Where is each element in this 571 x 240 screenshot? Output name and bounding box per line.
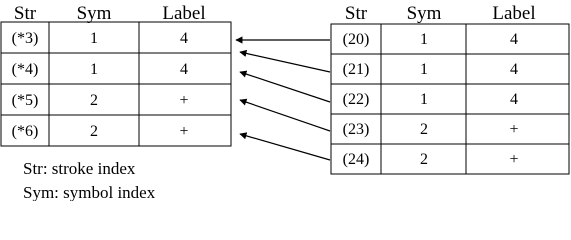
left-row-4-label: + — [179, 123, 189, 140]
mapping-arrows — [236, 40, 330, 160]
left-header-str: Str — [13, 3, 37, 24]
right-header-label: Label — [492, 3, 536, 24]
right-row-1-label: 4 — [510, 31, 518, 48]
left-row-2-label: 4 — [180, 61, 188, 78]
right-row-3-sym: 1 — [420, 91, 428, 108]
left-table — [1, 3, 231, 146]
left-row-4-str: (*6) — [11, 123, 39, 140]
right-row-3-label: 4 — [510, 91, 518, 108]
arrow-22-to-5 — [240, 72, 330, 102]
left-row-1-str: (*3) — [11, 30, 39, 47]
right-table — [331, 3, 569, 174]
left-row-4-sym: 2 — [90, 123, 98, 140]
table-row — [343, 61, 518, 78]
right-row-2-label: 4 — [510, 61, 518, 78]
right-header-sym: Sym — [406, 3, 442, 24]
table-row — [12, 123, 189, 140]
right-row-2-str: (21) — [342, 61, 370, 78]
right-row-1-sym: 1 — [420, 31, 428, 48]
legend-stroke-index: Str: stroke index — [23, 159, 136, 178]
right-header-str: Str — [344, 3, 368, 24]
left-row-1-label: 4 — [180, 30, 188, 47]
table-row — [343, 151, 519, 168]
table-row — [343, 91, 518, 108]
right-row-2-sym: 1 — [420, 61, 428, 78]
right-row-3-str: (22) — [342, 91, 370, 108]
table-row — [343, 121, 519, 138]
right-row-4-sym: 2 — [420, 121, 428, 138]
left-row-1-sym: 1 — [90, 30, 98, 47]
table-row — [12, 30, 188, 47]
legend — [23, 159, 156, 201]
right-row-4-label: + — [509, 121, 519, 138]
arrow-24-to-6 — [240, 134, 330, 160]
left-table-header — [14, 3, 206, 24]
left-row-3-sym: 2 — [90, 92, 98, 109]
right-row-5-label: + — [509, 151, 519, 168]
left-header-label: Label — [162, 3, 206, 24]
right-row-5-sym: 2 — [420, 151, 428, 168]
left-row-3-str: (*5) — [11, 92, 39, 109]
left-row-2-str: (*4) — [11, 61, 39, 78]
left-row-2-sym: 1 — [90, 61, 98, 78]
table-row — [12, 61, 188, 78]
table-row — [12, 92, 189, 109]
right-row-1-str: (20) — [342, 31, 370, 48]
table-row — [343, 31, 518, 48]
right-table-header — [345, 3, 536, 24]
arrow-21-to-4 — [240, 52, 330, 72]
legend-symbol-index: Sym: symbol index — [23, 183, 156, 201]
right-row-5-str: (24) — [342, 151, 370, 168]
left-header-sym: Sym — [76, 3, 112, 24]
right-row-4-str: (23) — [342, 121, 370, 138]
left-row-3-label: + — [179, 92, 189, 109]
arrow-23-to-6 — [240, 100, 330, 131]
